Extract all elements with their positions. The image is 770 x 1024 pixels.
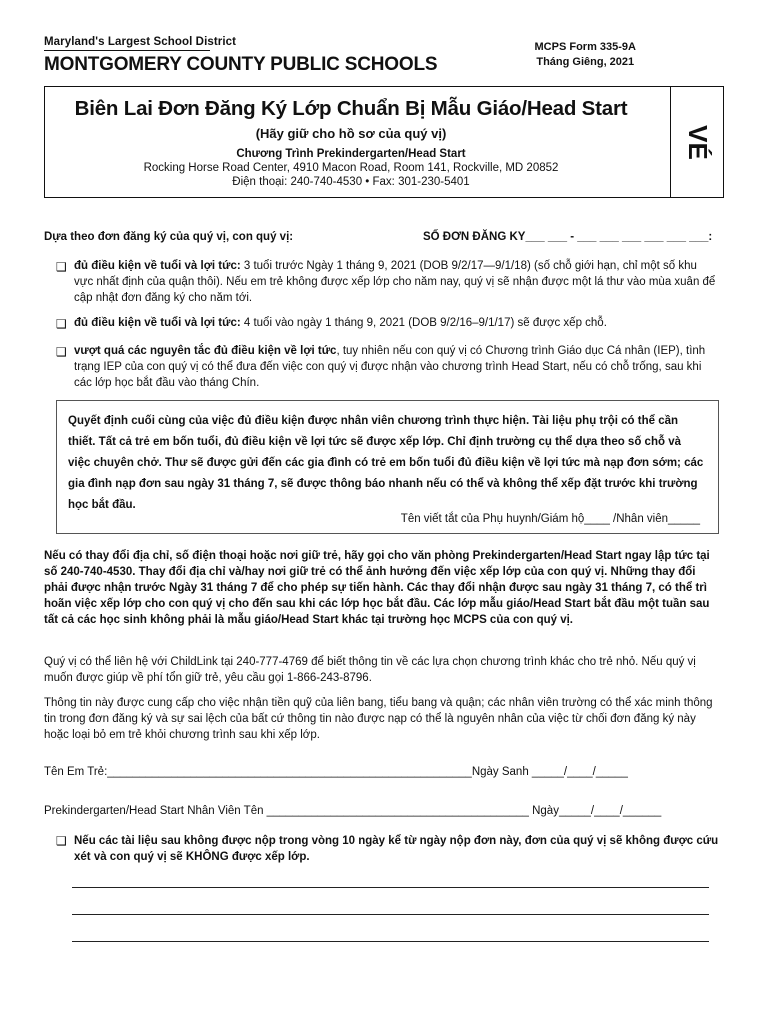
checkbox-item-over-income[interactable] bbox=[56, 343, 716, 391]
child-name-field[interactable]: Tên Em Trẻ:_________________________________________________________Ngày Sanh _____/____/_____ bbox=[44, 766, 628, 778]
missing-documents-check[interactable] bbox=[56, 833, 720, 865]
program-address: Rocking Horse Road Center, 4910 Macon Road, Room 141, Rockville, MD 20852 bbox=[143, 162, 559, 174]
checkbox-item-lead: đủ điều kiện về tuổi và lợi tức: bbox=[74, 260, 241, 272]
checkbox-item-lead: đủ điều kiện về tuổi và lợi tức: bbox=[74, 317, 241, 329]
program-name: Chương Trình Prekindergarten/Head Start bbox=[236, 148, 466, 160]
documents-line-2[interactable] bbox=[72, 914, 709, 915]
decision-text: Quyết định cuối cùng của việc đủ điều kiện được nhân viên chương trình thực hiện. Tài liệu phụ trội có thể cần thiết. Tất cả trẻ em bốn tuổi, đủ điều kiện về lợi tức sẽ được xếp lớp. Chỉ định trường cụ thể dựa theo số chỗ và việc chuyên chở. Thư sẽ được gửi đến các gia đình có trẻ em bốn tuổi đủ điều kiện về lợi tức mà nạp đơn sớm; các gia đình nạp đơn sau ngày 31 tháng 7, sẽ được thông báo nhanh nếu có thể và không thể xếp đặt trước khi trường học bắt đầu. bbox=[68, 415, 704, 511]
checkbox-item-text bbox=[56, 315, 716, 331]
form-title: Biên Lai Đơn Đăng Ký Lớp Chuẩn Bị Mẫu Giáo/Head Start bbox=[74, 97, 628, 120]
documents-line-1[interactable] bbox=[72, 887, 709, 888]
checkbox-item-age-4[interactable] bbox=[56, 315, 716, 331]
application-number-field[interactable]: SỐ ĐƠN ĐĂNG KY___ ___ - ___ ___ ___ ___ ___ ___: bbox=[423, 231, 713, 243]
checkbox-icon[interactable]: ❑ bbox=[56, 260, 67, 274]
header-rule bbox=[44, 50, 210, 51]
based-on-label: Dựa theo đơn đăng ký của quý vị, con quý vị: bbox=[44, 231, 294, 243]
title-box bbox=[44, 86, 724, 198]
initials-field[interactable]: Tên viết tắt của Phụ huynh/Giám hộ____ /Nhân viên_____ bbox=[400, 513, 700, 525]
checkbox-icon[interactable]: ❑ bbox=[56, 345, 67, 359]
checkbox-icon[interactable]: ❑ bbox=[56, 317, 67, 331]
documents-line-3[interactable] bbox=[72, 941, 709, 942]
staff-name-field[interactable]: Prekindergarten/Head Start Nhân Viên Tên _________________________________________ Ngày_____/____/______ bbox=[44, 805, 662, 817]
ticket-tab bbox=[670, 87, 723, 197]
checkbox-item-age-3[interactable] bbox=[56, 258, 716, 306]
checkbox-item-lead: vượt quá các nguyên tắc đủ điều kiện về lợi tức bbox=[74, 345, 337, 357]
program-phones: Điện thoại: 240-740-4530 • Fax: 301-230-5401 bbox=[232, 176, 470, 188]
school-name: MONTGOMERY COUNTY PUBLIC SCHOOLS bbox=[44, 54, 438, 75]
title-block bbox=[45, 87, 657, 188]
missing-documents-text: Nếu các tài liệu sau không được nộp trong vòng 10 ngày kể từ ngày nộp đơn này, đơn của quý vị sẽ không được cứu xét và con quý vị sẽ KHÔNG được xếp lớp. bbox=[74, 835, 719, 863]
form-subtitle: (Hãy giữ cho hồ sơ của quý vị) bbox=[255, 126, 447, 141]
checkbox-item-body: 3 tuổi trước Ngày 1 tháng 9, 2021 (DOB 9/2/17—9/1/18) (số chỗ giới hạn, chỉ một số khu vực nhất định của quận thôi). Nếu em trẻ không được xếp lớp cho năm nay, quý vị sẽ nhận được một lá thư vào mùa xuân để cập nhật đơn đăng ký cho năm tới. bbox=[74, 260, 716, 304]
decision-box bbox=[56, 400, 719, 534]
checkbox-item-text bbox=[56, 258, 716, 306]
ticket-label: VÉ bbox=[682, 124, 713, 160]
district-tagline: Maryland's Largest School District bbox=[44, 36, 237, 48]
form-date: Tháng Giêng, 2021 bbox=[536, 56, 635, 68]
checkbox-item-body: , tuy nhiên nếu con quý vị có Chương trình Giáo dục Cá nhân (IEP), tình trạng IEP của con quý vị có thể đưa đến việc con quý vị được nhận vào chương trình Head Start, nếu có chỗ trống, sau khi các lớp học bắt đầu vào tháng Chín. bbox=[74, 345, 706, 389]
form-number: MCPS Form 335-9A bbox=[534, 41, 636, 53]
checkbox-icon[interactable]: ❑ bbox=[56, 834, 67, 848]
childlink-info: Quý vị có thể liên hệ với ChildLink tại 240-777-4769 để biết thông tin về các lựa chọn chương trình khác cho trẻ nhỏ. Nếu quý vị muốn được giúp về phí tổn giữ trẻ, yêu cầu gọi 1-866-243-8796. bbox=[44, 656, 696, 684]
form-identifier bbox=[535, 40, 636, 70]
funding-notice: Thông tin này được cung cấp cho việc nhận tiền quỹ của liên bang, tiểu bang và quận; các nhân viên trường có thể xác minh thông tin trong đơn đăng ký và sự sai lệch của bất cứ thông tin nào được nạp có thể là nguyên nhân của việc từ chối đơn đăng ký này hoặc loại bỏ em trẻ khỏi chương trình sau khi xếp lớp. bbox=[44, 697, 713, 741]
checkbox-item-body: 4 tuổi vào ngày 1 tháng 9, 2021 (DOB 9/2/16–9/1/17) sẽ được xếp chỗ. bbox=[240, 317, 607, 329]
change-notice: Nếu có thay đổi địa chỉ, số điện thoại hoặc nơi giữ trẻ, hãy gọi cho văn phòng Prekindergarten/Head Start ngay lập tức tại số 240-740-4530. Thay đổi địa chỉ và/hay nơi giữ trẻ có thể ảnh hưởng đến việc xếp lớp của con quý vị. Những thay đổi phải được nhận trước Ngày 31 tháng 7 để cho phép sự tiến hành. Các thay đổi nhận được sau ngày 31 tháng 7, có thể trì hoãn việc xếp lớp cho con quý vị cho đến sau khi các lớp học bắt đầu. Các lớp mẫu giáo/Head Start bắt đầu một tuần sau tất cả các học sinh không phải là mẫu giáo/Head Start khác tại trường học MCPS của con quý vị. bbox=[44, 550, 710, 626]
checkbox-item-text bbox=[56, 343, 716, 391]
